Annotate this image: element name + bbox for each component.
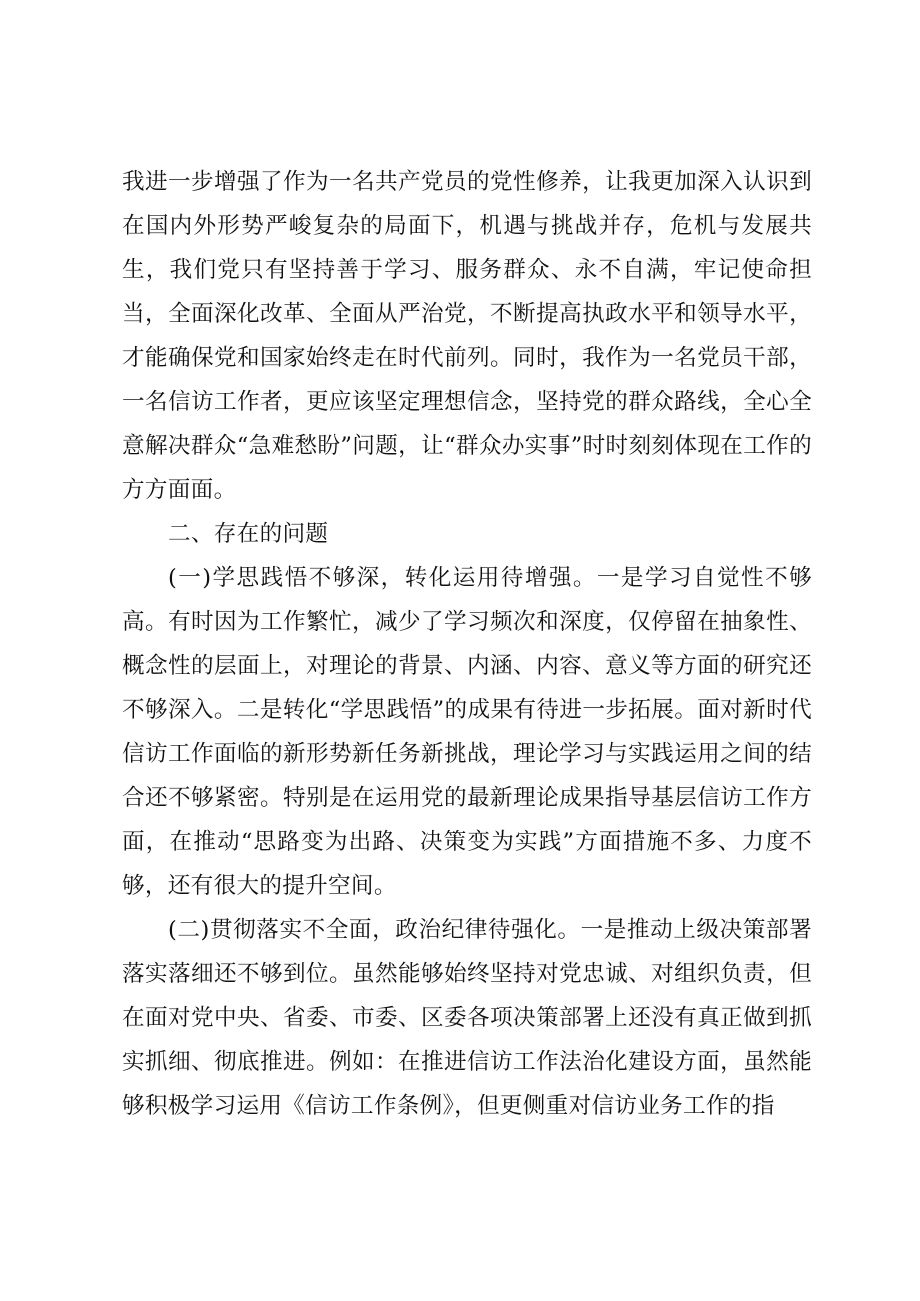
section-heading-problems: 二、存在的问题 (168, 521, 329, 547)
paragraph-study-practice: (一)学思践悟不够深，转化运用待增强。一是学习自觉性不够高。有时因为工作繁忙，减少了学习频次和深度，仅停留在抽象性、概念性的层面上，对理论的背景、内涵、内容、意义等方面的研究还不够深入。二是转化“学思践悟”的成果有待进一步拓展。面对新时代信访工作面临的新形势新任务新挑战，理论学习与实践运用之间的结合还不够紧密。特别是在运用党的最新理论成果指导基层信访工作方面，在推动“思路变为出路、决策变为实践”方面措施不多、力度不够，还有很大的提升空间。 (122, 565, 812, 899)
document-body (122, 160, 812, 1128)
paragraph-implementation: (二)贯彻落实不全面，政治纪律待强化。一是推动上级决策部署落实落细还不够到位。虽然能够始终坚持对党忠诚、对组织负责，但在面对党中央、省委、市委、区委各项决策部署上还没有真正做到抓实抓细、彻底推进。例如：在推进信访工作法治化建设方面，虽然能够积极学习运用《信访工作条例》，但更侧重对信访业务工作的指 (122, 917, 812, 1119)
paragraph-party-awareness: 我进一步增强了作为一名共产党员的党性修养，让我更加深入认识到在国内外形势严峻复杂的局面下，机遇与挑战并存，危机与发展共生，我们党只有坚持善于学习、服务群众、永不自满，牢记使命担当，全面深化改革、全面从严治党，不断提高执政水平和领导水平，才能确保党和国家始终走在时代前列。同时，我作为一名党员干部，一名信访工作者，更应该坚定理想信念，坚持党的群众路线，全心全意解决群众“急难愁盼”问题，让“群众办实事”时时刻刻体现在工作的方方面面。 (122, 169, 812, 503)
